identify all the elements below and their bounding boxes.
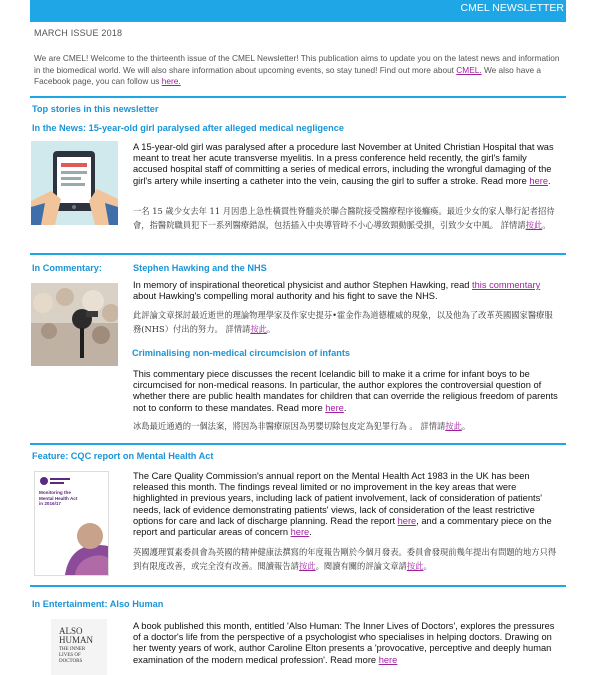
cqc-commentary-link[interactable]: here <box>290 527 310 538</box>
book-cover-thumbnail <box>51 619 107 675</box>
section-divider <box>30 253 566 255</box>
intro-paragraph: We are CMEL! Welcome to the thirteenth issue of the CMEL Newsletter! This publication aims to update you on the latest news and information in the biomedical world. We will also share information about upcoming events, so stay tuned! Find out more about CMEL. We also have a Facebook page, you can follow us here. <box>34 53 560 86</box>
cqc-chinese-commentary-link[interactable]: 按此 <box>406 561 424 571</box>
book-title-line: HUMAN <box>59 635 94 645</box>
newsletter-banner <box>30 0 566 22</box>
top-stories-heading: Top stories in this newsletter <box>32 104 159 114</box>
hawking-chinese-summary: 此評論文章探討最近逝世的理論物理學家及作家史提芬•霍金作為道德權威的現象，以及他為了改革英國國家醫療服務(NHS）付出的努力。 詳情請按此。 <box>133 310 553 334</box>
cqc-report-title: Monitoring the Mental Health Act in 2016/17 <box>39 490 78 507</box>
cqc-article-text: The Care Quality Commission's annual report on the Mental Health Act 1983 in the UK has been released this month. The findings reveal limited or no improvement in the key areas that were highlighted in previous years, including lack of patient involvement, lack of consideration of patients' needs, lack of evidence demonstrating patients' views, lack of consideration of the least restrictive options for care and lack of discharge planning. Read the report here, and a commentary piece on the report and particular areas of concern here. <box>133 471 552 538</box>
circumcision-read-more-link[interactable]: here <box>325 402 344 413</box>
book-article-text: A book published this month, entitled 'Also Human: The Inner Lives of Doctors', explores the pressures of a doctor's life from the perspective of a psychologist who specialises in helping doctors. Drawing on her twenty years of work, author Caroline Elton presents a 'provocative, perceptive and deeply human examination of the modern medical profession'. Read more here <box>133 621 555 665</box>
hawking-title: Stephen Hawking and the NHS <box>133 263 267 273</box>
news-thumbnail <box>31 141 118 225</box>
cqc-chinese-report-link[interactable]: 按此 <box>298 561 316 571</box>
news-heading: In the News: 15-year-old girl paralysed after alleged medical negligence <box>32 123 344 133</box>
section-divider <box>30 585 566 587</box>
hawking-commentary-link[interactable]: this commentary <box>472 280 541 290</box>
feature-heading: Feature: CQC report on Mental Health Act <box>32 451 214 461</box>
commentary-heading: In Commentary: <box>32 263 102 273</box>
hawking-article-text: In memory of inspirational theoretical physicist and author Stephen Hawking, read this commentary about Hawking's compelling moral authority and his fight to save the NHS. <box>133 280 541 302</box>
circumcision-title: Criminalising non-medical circumcision of infants <box>132 348 350 358</box>
facebook-link[interactable]: here. <box>161 76 181 86</box>
news-chinese-link[interactable]: 按此 <box>525 220 543 230</box>
issue-label: MARCH ISSUE 2018 <box>34 28 123 38</box>
cqc-report-link[interactable]: here <box>397 515 417 526</box>
news-chinese-summary: 一名 15 歲少女去年 11 月因患上急性橫貫性脊髓炎於聯合醫院接受醫療程序後癱瘓。最近少女的家人舉行記者招待會，指醫院職員犯下一系列醫療錯誤，包括插入中央導管時不小心導致頸動脈受損，引致少女中風。 詳情請按此。 <box>133 206 555 230</box>
hawking-chinese-link[interactable]: 按此 <box>250 324 267 334</box>
book-title-line: LIVES OF <box>59 653 81 658</box>
entertainment-heading: In Entertainment: Also Human <box>32 599 164 609</box>
section-divider <box>30 443 566 445</box>
section-divider <box>30 96 566 98</box>
book-title-line: DOCTORS <box>59 659 83 664</box>
cqc-report-thumbnail <box>34 471 109 576</box>
book-title-line: THE INNER <box>59 647 86 652</box>
commentary-thumbnail <box>31 283 118 366</box>
banner-title: CMEL NEWSLETTER <box>460 2 564 14</box>
circumcision-chinese-link[interactable]: 按此 <box>445 421 462 431</box>
book-read-more-link[interactable]: here <box>378 654 398 665</box>
circumcision-chinese-summary: 冰島最近通過的一個法案，將因為非醫療原因為男嬰切除包皮定為犯罪行為 。 詳情請按此。 <box>133 421 471 431</box>
book-title-line: ALSO <box>59 626 83 636</box>
cqc-chinese-summary: 英國護理質素委員會為英國的精神健康法撰寫的年度報告剛於今個月發表。委員會發現前幾年提出有問題的地方只得到有限度改善，或完全沒有改善。閱讀報告請按此。閱讀有關的評論文章請按此。 <box>133 547 557 571</box>
news-article-text: A 15-year-old girl was paralysed after a procedure last November at United Christian Hospital that was meant to treat her acute transverse myelitis. In a press conference held recently, the girl's family accused hospital staff of committing a series of medical errors, including the wrongful damaging of the girl's artery while inserting a catheter into the vein, causing the girl to suffer a stroke. Read more here. <box>133 142 554 186</box>
cmel-link[interactable]: CMEL. <box>456 64 482 75</box>
news-read-more-link[interactable]: here <box>529 175 549 186</box>
circumcision-article-text: This commentary piece discusses the recent Icelandic bill to make it a crime for infant boys to be circumcised for non-medical reasons. In particular, the author explores the controversial question of whether there are public health mandates for children that can override the religious freedom of parents not to conform to these mandates. Read more here. <box>133 369 558 413</box>
